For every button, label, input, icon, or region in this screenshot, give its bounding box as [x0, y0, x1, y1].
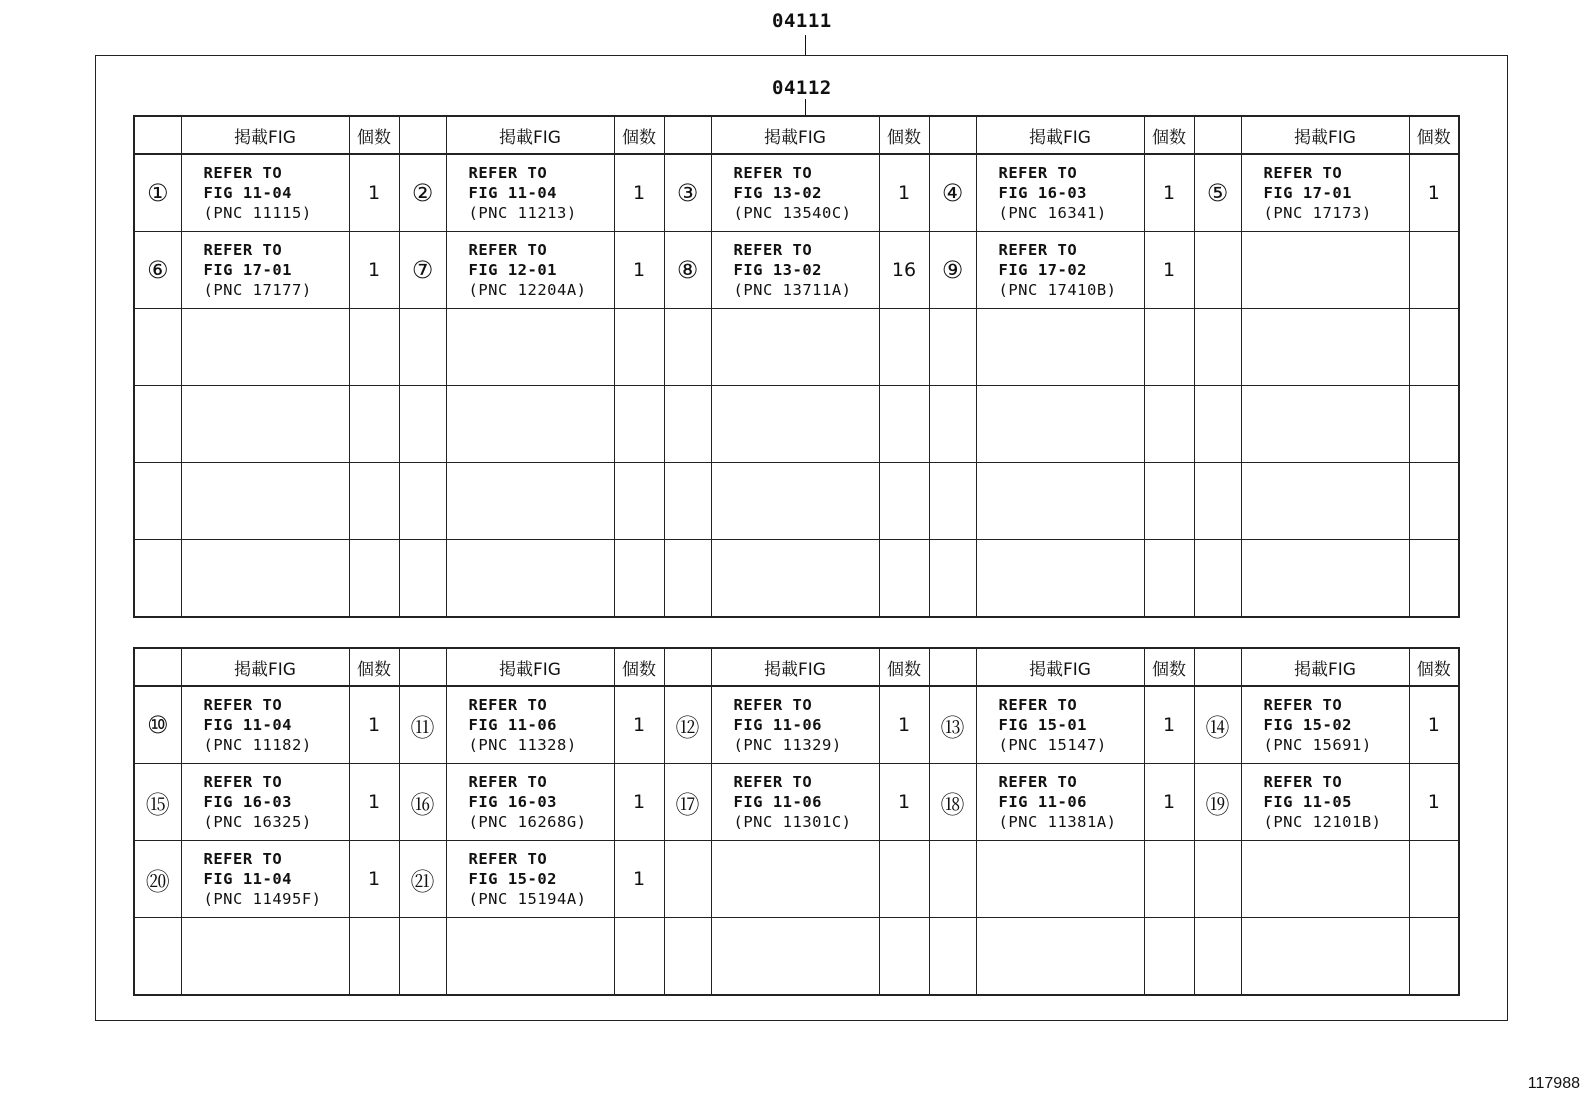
header-index-cell: [399, 116, 446, 154]
fig-reference: [711, 841, 879, 918]
quantity: [614, 386, 664, 463]
fig-number: FIG 17-01: [203, 261, 292, 279]
refer-to-text: REFER TO: [203, 773, 283, 791]
pnc-code: (PNC 12204A): [468, 281, 587, 299]
fig-number: FIG 11-04: [203, 716, 292, 734]
pnc-code: (PNC 11115): [203, 204, 312, 222]
callout-number: ⑥: [134, 232, 181, 309]
fig-reference: [711, 309, 879, 386]
callout-number: ⑤: [1194, 154, 1241, 232]
fig-reference: [1241, 841, 1409, 918]
quantity: [614, 463, 664, 540]
header-qty: 個数: [1409, 648, 1459, 686]
quantity: 1: [1409, 686, 1459, 764]
table-row: [134, 309, 1459, 386]
header-qty: 個数: [1144, 648, 1194, 686]
header-index-cell: [1194, 116, 1241, 154]
fig-number: FIG 11-04: [203, 870, 292, 888]
quantity: [614, 918, 664, 996]
header-fig: 掲載FIG: [976, 648, 1144, 686]
callout-number: ⑯: [399, 764, 446, 841]
header-index-cell: [134, 116, 181, 154]
callout-number: [399, 386, 446, 463]
header-index-cell: [664, 116, 711, 154]
table-row: [134, 686, 1459, 764]
pnc-code: (PNC 17177): [203, 281, 312, 299]
fig-reference: [181, 841, 349, 918]
quantity: [879, 918, 929, 996]
pnc-code: (PNC 17410B): [998, 281, 1117, 299]
callout-number: ⑨: [929, 232, 976, 309]
pnc-code: (PNC 13540C): [733, 204, 852, 222]
callout-number: [929, 918, 976, 996]
quantity: [879, 309, 929, 386]
table-row: [134, 764, 1459, 841]
pnc-code: (PNC 12101B): [1263, 813, 1382, 831]
fig-reference: [976, 918, 1144, 996]
pnc-code: (PNC 11213): [468, 204, 577, 222]
fig-reference: [181, 918, 349, 996]
quantity: [1409, 918, 1459, 996]
fig-reference: [1241, 918, 1409, 996]
fig-reference: [181, 309, 349, 386]
fig-reference: [976, 764, 1144, 841]
fig-reference: [181, 540, 349, 618]
callout-number: [134, 918, 181, 996]
fig-reference: [181, 386, 349, 463]
refer-to-text: REFER TO: [1263, 773, 1343, 791]
header-index-cell: [929, 648, 976, 686]
quantity: [879, 841, 929, 918]
fig-reference: [1241, 154, 1409, 232]
parts-reference-table-bottom: [133, 647, 1460, 996]
callout-number: [399, 918, 446, 996]
fig-number: FIG 15-01: [998, 716, 1087, 734]
table-row: [134, 232, 1459, 309]
quantity: [1409, 232, 1459, 309]
header-fig: 掲載FIG: [181, 116, 349, 154]
quantity: [1409, 463, 1459, 540]
fig-reference: [976, 841, 1144, 918]
callout-number: ⑩: [134, 686, 181, 764]
fig-number: FIG 17-02: [998, 261, 1087, 279]
callout-number: [1194, 386, 1241, 463]
fig-reference: [446, 764, 614, 841]
fig-number: FIG 11-06: [468, 716, 557, 734]
quantity: 1: [349, 686, 399, 764]
quantity: 1: [1144, 154, 1194, 232]
quantity: [1144, 841, 1194, 918]
quantity: [1409, 309, 1459, 386]
fig-reference: [711, 540, 879, 618]
pnc-code: (PNC 11301C): [733, 813, 852, 831]
fig-reference: [976, 540, 1144, 618]
fig-reference: [1241, 764, 1409, 841]
fig-reference: [181, 154, 349, 232]
quantity: [349, 918, 399, 996]
callout-number: [929, 386, 976, 463]
pnc-code: (PNC 11495F): [203, 890, 322, 908]
fig-reference: [1241, 309, 1409, 386]
fig-reference: [711, 918, 879, 996]
header-qty: 個数: [614, 116, 664, 154]
header-index-cell: [929, 116, 976, 154]
callout-number: [664, 540, 711, 618]
fig-number: FIG 16-03: [203, 793, 292, 811]
callout-number: [1194, 463, 1241, 540]
callout-number: [1194, 540, 1241, 618]
quantity: [349, 463, 399, 540]
assembly-number-outer: 04111: [772, 10, 832, 32]
refer-to-text: REFER TO: [733, 696, 813, 714]
quantity: [349, 309, 399, 386]
header-qty: 個数: [879, 648, 929, 686]
fig-reference: [976, 463, 1144, 540]
refer-to-text: REFER TO: [203, 850, 283, 868]
header-qty: 個数: [1144, 116, 1194, 154]
header-fig: 掲載FIG: [181, 648, 349, 686]
quantity: 1: [1144, 764, 1194, 841]
quantity: [1409, 386, 1459, 463]
table-row: [134, 918, 1459, 996]
quantity: 1: [614, 686, 664, 764]
drawing-id: 117988: [1527, 1075, 1580, 1092]
fig-reference: [976, 232, 1144, 309]
quantity: [1144, 540, 1194, 618]
quantity: 1: [349, 841, 399, 918]
refer-to-text: REFER TO: [203, 164, 283, 182]
quantity: [879, 540, 929, 618]
quantity: [1144, 463, 1194, 540]
fig-reference: [181, 463, 349, 540]
fig-reference: [1241, 386, 1409, 463]
callout-number: [929, 540, 976, 618]
fig-number: FIG 16-03: [998, 184, 1087, 202]
header-index-cell: [1194, 648, 1241, 686]
table-row: [134, 386, 1459, 463]
callout-number: [664, 309, 711, 386]
fig-reference: [976, 686, 1144, 764]
pnc-code: (PNC 11329): [733, 736, 842, 754]
quantity: 1: [614, 764, 664, 841]
pnc-code: (PNC 15194A): [468, 890, 587, 908]
refer-to-text: REFER TO: [998, 241, 1078, 259]
quantity: 1: [879, 686, 929, 764]
fig-reference: [181, 686, 349, 764]
fig-reference: [1241, 463, 1409, 540]
fig-reference: [446, 309, 614, 386]
fig-number: FIG 15-02: [468, 870, 557, 888]
quantity: [1144, 309, 1194, 386]
callout-number: [664, 463, 711, 540]
callout-number: [134, 463, 181, 540]
refer-to-text: REFER TO: [998, 773, 1078, 791]
callout-number: [1194, 309, 1241, 386]
leader-line-outer: [805, 35, 806, 56]
refer-to-text: REFER TO: [468, 773, 548, 791]
quantity: 1: [879, 154, 929, 232]
assembly-number-inner: 04112: [772, 77, 832, 99]
refer-to-text: REFER TO: [1263, 696, 1343, 714]
quantity: 1: [614, 154, 664, 232]
quantity: 1: [1144, 686, 1194, 764]
quantity: 1: [614, 232, 664, 309]
refer-to-text: REFER TO: [468, 241, 548, 259]
fig-number: FIG 15-02: [1263, 716, 1352, 734]
quantity: 16: [879, 232, 929, 309]
refer-to-text: REFER TO: [1263, 164, 1343, 182]
header-row: [134, 116, 1459, 154]
callout-number: [929, 309, 976, 386]
fig-number: FIG 11-04: [203, 184, 292, 202]
fig-reference: [1241, 686, 1409, 764]
quantity: [349, 386, 399, 463]
pnc-code: (PNC 15691): [1263, 736, 1372, 754]
refer-to-text: REFER TO: [998, 696, 1078, 714]
callout-number: ⑧: [664, 232, 711, 309]
header-fig: 掲載FIG: [711, 648, 879, 686]
pnc-code: (PNC 16268G): [468, 813, 587, 831]
refer-to-text: REFER TO: [468, 696, 548, 714]
pnc-code: (PNC 15147): [998, 736, 1107, 754]
fig-reference: [711, 686, 879, 764]
callout-number: ⑦: [399, 232, 446, 309]
callout-number: ⑳: [134, 841, 181, 918]
header-qty: 個数: [349, 116, 399, 154]
fig-reference: [976, 154, 1144, 232]
header-fig: 掲載FIG: [446, 648, 614, 686]
refer-to-text: REFER TO: [468, 850, 548, 868]
callout-number: [399, 309, 446, 386]
fig-reference: [711, 232, 879, 309]
callout-number: [134, 386, 181, 463]
quantity: [614, 540, 664, 618]
callout-number: [929, 463, 976, 540]
quantity: 1: [1409, 154, 1459, 232]
quantity: 1: [349, 154, 399, 232]
fig-number: FIG 12-01: [468, 261, 557, 279]
header-index-cell: [664, 648, 711, 686]
quantity: [1409, 540, 1459, 618]
quantity: 1: [1409, 764, 1459, 841]
table-row: [134, 463, 1459, 540]
fig-reference: [976, 386, 1144, 463]
fig-number: FIG 11-06: [733, 716, 822, 734]
fig-reference: [446, 386, 614, 463]
callout-number: [399, 540, 446, 618]
fig-reference: [711, 463, 879, 540]
callout-number: [134, 540, 181, 618]
pnc-code: (PNC 16341): [998, 204, 1107, 222]
quantity: [349, 540, 399, 618]
fig-reference: [446, 918, 614, 996]
parts-reference-table-top: [133, 115, 1460, 618]
quantity: [614, 309, 664, 386]
callout-number: ⑲: [1194, 764, 1241, 841]
header-index-cell: [134, 648, 181, 686]
callout-number: ③: [664, 154, 711, 232]
leader-line-inner: [805, 99, 806, 115]
table-row: [134, 841, 1459, 918]
fig-reference: [446, 841, 614, 918]
fig-reference: [181, 764, 349, 841]
fig-number: FIG 13-02: [733, 261, 822, 279]
refer-to-text: REFER TO: [733, 164, 813, 182]
header-fig: 掲載FIG: [1241, 648, 1409, 686]
callout-number: ④: [929, 154, 976, 232]
fig-reference: [711, 154, 879, 232]
quantity: [1409, 841, 1459, 918]
refer-to-text: REFER TO: [733, 241, 813, 259]
callout-number: ㉑: [399, 841, 446, 918]
callout-number: ⑮: [134, 764, 181, 841]
quantity: 1: [349, 764, 399, 841]
callout-number: [664, 386, 711, 463]
quantity: 1: [879, 764, 929, 841]
header-row: [134, 648, 1459, 686]
fig-reference: [1241, 232, 1409, 309]
header-index-cell: [399, 648, 446, 686]
fig-reference: [976, 309, 1144, 386]
quantity: 1: [1144, 232, 1194, 309]
callout-number: ⑰: [664, 764, 711, 841]
quantity: [1144, 386, 1194, 463]
quantity: 1: [349, 232, 399, 309]
fig-number: FIG 13-02: [733, 184, 822, 202]
fig-number: FIG 11-05: [1263, 793, 1352, 811]
fig-number: FIG 17-01: [1263, 184, 1352, 202]
refer-to-text: REFER TO: [203, 241, 283, 259]
callout-number: [399, 463, 446, 540]
fig-reference: [181, 232, 349, 309]
quantity: [879, 463, 929, 540]
fig-reference: [446, 154, 614, 232]
header-qty: 個数: [1409, 116, 1459, 154]
fig-reference: [1241, 540, 1409, 618]
header-fig: 掲載FIG: [976, 116, 1144, 154]
callout-number: ⑬: [929, 686, 976, 764]
quantity: [879, 386, 929, 463]
callout-number: ②: [399, 154, 446, 232]
fig-number: FIG 16-03: [468, 793, 557, 811]
refer-to-text: REFER TO: [733, 773, 813, 791]
pnc-code: (PNC 16325): [203, 813, 312, 831]
table-row: [134, 154, 1459, 232]
pnc-code: (PNC 17173): [1263, 204, 1372, 222]
callout-number: [929, 841, 976, 918]
callout-number: [1194, 841, 1241, 918]
fig-reference: [446, 540, 614, 618]
callout-number: ⑪: [399, 686, 446, 764]
header-fig: 掲載FIG: [1241, 116, 1409, 154]
fig-number: FIG 11-06: [998, 793, 1087, 811]
quantity: [1144, 918, 1194, 996]
pnc-code: (PNC 11328): [468, 736, 577, 754]
header-fig: 掲載FIG: [446, 116, 614, 154]
callout-number: ①: [134, 154, 181, 232]
callout-number: ⑭: [1194, 686, 1241, 764]
fig-reference: [711, 764, 879, 841]
refer-to-text: REFER TO: [998, 164, 1078, 182]
callout-number: [134, 309, 181, 386]
header-qty: 個数: [614, 648, 664, 686]
fig-number: FIG 11-06: [733, 793, 822, 811]
fig-reference: [711, 386, 879, 463]
header-fig: 掲載FIG: [711, 116, 879, 154]
callout-number: ⑱: [929, 764, 976, 841]
callout-number: [664, 841, 711, 918]
refer-to-text: REFER TO: [203, 696, 283, 714]
callout-number: ⑫: [664, 686, 711, 764]
table-row: [134, 540, 1459, 618]
header-qty: 個数: [349, 648, 399, 686]
header-qty: 個数: [879, 116, 929, 154]
quantity: 1: [614, 841, 664, 918]
fig-reference: [446, 463, 614, 540]
callout-number: [1194, 232, 1241, 309]
fig-reference: [446, 232, 614, 309]
pnc-code: (PNC 11381A): [998, 813, 1117, 831]
callout-number: [664, 918, 711, 996]
pnc-code: (PNC 13711A): [733, 281, 852, 299]
refer-to-text: REFER TO: [468, 164, 548, 182]
callout-number: [1194, 918, 1241, 996]
pnc-code: (PNC 11182): [203, 736, 312, 754]
fig-number: FIG 11-04: [468, 184, 557, 202]
fig-reference: [446, 686, 614, 764]
